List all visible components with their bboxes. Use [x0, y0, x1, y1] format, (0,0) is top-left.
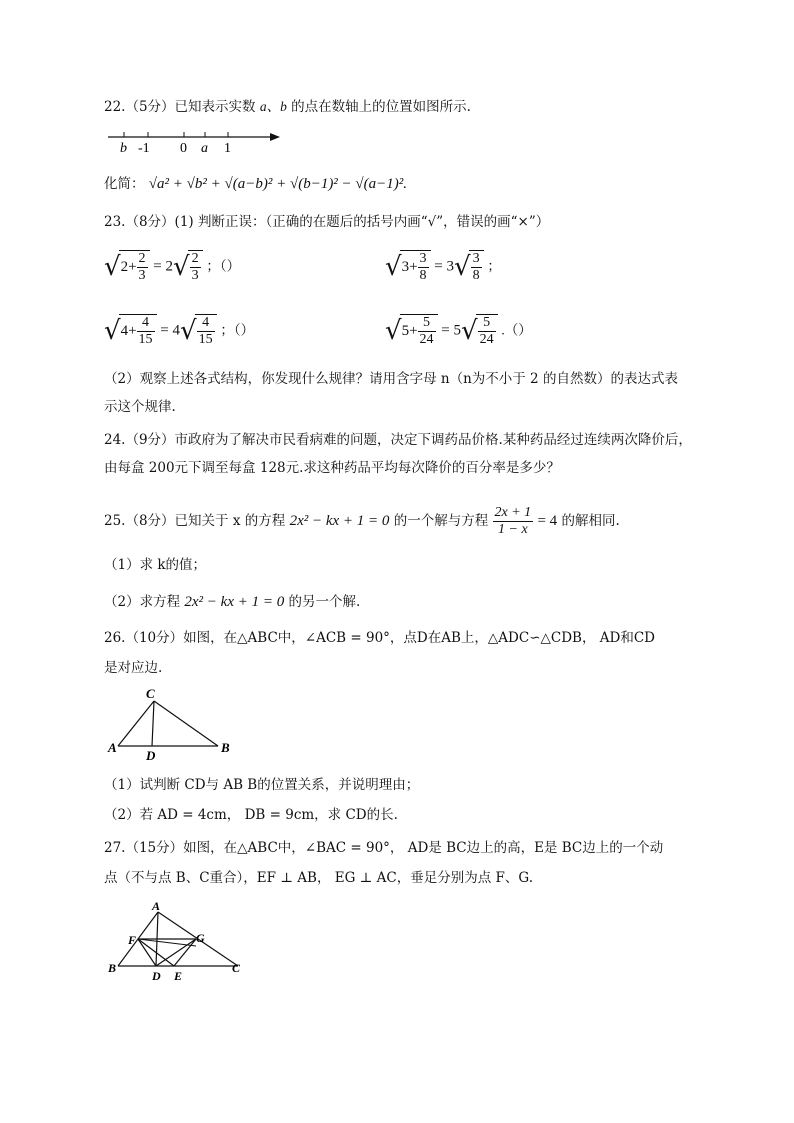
- triangle-abc-efg-figure: [104, 898, 254, 988]
- q25-part2: （2）求方程 2x² − kx + 1 = 0 的另一个解.: [104, 594, 361, 610]
- q23-item-1: √2+ $\frac{2}{3}$ = 2√ $\frac{2}{3}$ ；（）: [104, 251, 241, 283]
- fig26-label-B: B: [221, 740, 230, 755]
- q22-head: 22.（5分）已知表示实数: [104, 99, 256, 115]
- fig26-label-D: D: [146, 748, 156, 763]
- fig27-label-D: D: [152, 969, 161, 983]
- fig27-label-B: B: [108, 961, 117, 975]
- q23-part2-line2: 示这个规律.: [104, 399, 176, 415]
- fig26-label-C: C: [146, 686, 155, 701]
- q26-line2: 是对应边.: [104, 660, 163, 676]
- triangle-abc-figure: [104, 686, 244, 766]
- q22-vars: a、b: [259, 99, 287, 114]
- fig27-label-G: G: [196, 931, 205, 945]
- nl-label-a: a: [201, 141, 208, 156]
- q25-fraction: $\frac{2x + 1}{1 - x}$: [494, 505, 532, 537]
- q27-line1: 27.（15分）如图，在△ABC中，∠BAC = 90°， AD是 BC边上的高，E是 BC边上的一个动: [104, 840, 664, 856]
- q24-line2: 由每盒 200元下调至每盒 128元.求这种药品平均每次降价的百分率是多少？: [104, 460, 560, 476]
- q23-head: 23.（8分）(1) 判断正误：（正确的在题后的括号内画“√”，错误的画“×”）: [104, 214, 550, 230]
- q23-item-3: √4+ $\frac{4}{15}$ = 4√ $\frac{4}{15}$ ；（）: [104, 315, 255, 347]
- fig27-label-A: A: [152, 899, 161, 913]
- q22-tail: 的点在数轴上的位置如图所示.: [291, 99, 471, 115]
- q22-statement: [104, 97, 471, 117]
- simplify-label: 化简：: [104, 176, 145, 192]
- q23-part2-line1: （2）观察上述各式结构，你发现什么规律？请用含字母 n（n为不小于 2 的自然数）的表达式表: [104, 371, 678, 387]
- fig27-label-F: F: [128, 933, 137, 947]
- q26-part1: （1）试判断 CD与 AB B的位置关系，并说明理由；: [104, 777, 420, 793]
- q23-item-2: √3+ $\frac{3}{8}$ = 3√ $\frac{3}{8}$ ；: [385, 251, 501, 283]
- q27-line2: 点（不与点 B、C重合），EF ⊥ AB， EG ⊥ AC，垂足分别为点 F、G.: [104, 870, 534, 886]
- q26-line1: 26.（10分）如图，在△ABC中，∠ACB = 90°，点D在AB上，△ADC∽△CDB， AD和CD: [104, 630, 655, 646]
- nl-label-m1: -1: [138, 141, 150, 156]
- nl-label-0: 0: [180, 141, 187, 156]
- q22-expression: √a² + √b² + √(a−b)² + √(b−1)² − √(a−1)².: [148, 176, 408, 192]
- q25-part1: （1）求 k的值；: [104, 557, 207, 573]
- fig27-label-E: E: [174, 969, 183, 983]
- number-line-figure: [104, 130, 284, 156]
- q25-statement: 25.（8分）已知关于 x 的方程 2x² − kx + 1 = 0 的一个解与方程 $\frac{2x + 1}{1 - x}$ = 4 的解相同.: [104, 505, 620, 537]
- q26-part2: （2）若 AD = 4cm， DB = 9cm，求 CD的长.: [104, 807, 398, 823]
- q24-line1: 24.（9分）市政府为了解决市民看病难的问题，决定下调药品价格.某种药品经过连续两次降价后，: [104, 432, 692, 448]
- fig27-label-C: C: [232, 961, 241, 975]
- nl-label-1: 1: [224, 141, 231, 156]
- q22-simplify: [104, 174, 407, 194]
- fig26-label-A: A: [108, 740, 117, 755]
- nl-label-b: b: [120, 141, 127, 156]
- q23-item-4: √5+ $\frac{5}{24}$ = 5√ $\frac{5}{24}$ .（）: [385, 315, 532, 347]
- q25-eq1: 2x² − kx + 1 = 0: [289, 513, 390, 529]
